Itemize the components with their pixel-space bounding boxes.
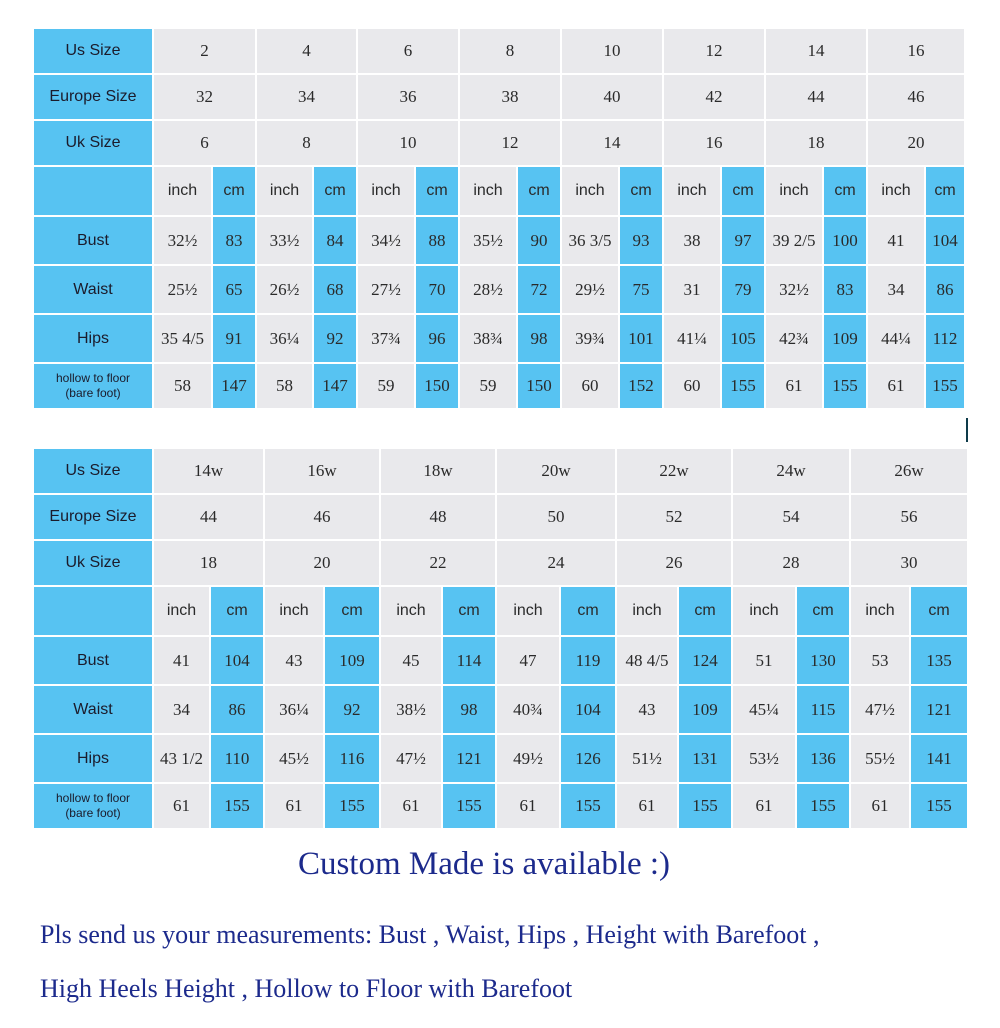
cm-unit-header: cm: [560, 586, 616, 636]
inch-unit-header: inch: [256, 166, 313, 216]
waist-inch-cell: 31: [663, 265, 721, 314]
hollow-inch-cell: 61: [765, 363, 823, 409]
waist-cm-cell: 79: [721, 265, 765, 314]
hips-inch-cell: 44¼: [867, 314, 925, 363]
bust-cm-cell: 124: [678, 636, 732, 685]
hips-inch-cell: 38¾: [459, 314, 517, 363]
waist-cm-cell: 121: [910, 685, 968, 734]
bust-label: Bust: [33, 216, 153, 265]
uk-size-cell: 20: [264, 540, 380, 586]
uk-size-cell: 30: [850, 540, 968, 586]
bust-cm-cell: 119: [560, 636, 616, 685]
hips-inch-cell: 53½: [732, 734, 796, 783]
hips-label: Hips: [33, 314, 153, 363]
inch-unit-header: inch: [732, 586, 796, 636]
bust-inch-cell: 38: [663, 216, 721, 265]
bust-inch-cell: 34½: [357, 216, 415, 265]
bust-inch-cell: 33½: [256, 216, 313, 265]
bust-inch-cell: 41: [867, 216, 925, 265]
uk-size-row: [33, 540, 968, 586]
waist-inch-cell: 32½: [765, 265, 823, 314]
uk-size-cell: 18: [153, 540, 264, 586]
hips-cm-cell: 109: [823, 314, 867, 363]
hollow-cm-cell: 155: [324, 783, 380, 829]
inch-unit-header: inch: [867, 166, 925, 216]
waist-inch-cell: 47½: [850, 685, 910, 734]
hollow-cm-cell: 155: [796, 783, 850, 829]
hollow-inch-cell: 59: [459, 363, 517, 409]
hollow-inch-cell: 60: [663, 363, 721, 409]
us-size-cell: 22w: [616, 448, 732, 494]
hollow-inch-cell: 61: [496, 783, 560, 829]
hollow-cm-cell: 147: [313, 363, 357, 409]
us-size-row: [33, 28, 965, 74]
waist-cm-cell: 104: [560, 685, 616, 734]
cm-unit-header: cm: [442, 586, 496, 636]
bust-cm-cell: 84: [313, 216, 357, 265]
bust-inch-cell: 36 3/5: [561, 216, 619, 265]
europe-size-cell: 54: [732, 494, 850, 540]
bust-inch-cell: 51: [732, 636, 796, 685]
hips-row: [33, 734, 968, 783]
waist-inch-cell: 38½: [380, 685, 442, 734]
hips-inch-cell: 47½: [380, 734, 442, 783]
hips-inch-cell: 36¼: [256, 314, 313, 363]
cm-unit-header: cm: [796, 586, 850, 636]
hollow-to-floor-label-line2: (bare foot): [65, 806, 121, 820]
waist-cm-cell: 86: [210, 685, 264, 734]
waist-cm-cell: 72: [517, 265, 561, 314]
bust-cm-cell: 104: [210, 636, 264, 685]
hollow-inch-cell: 60: [561, 363, 619, 409]
us-size-cell: 4: [256, 28, 357, 74]
hollow-inch-cell: 58: [153, 363, 212, 409]
uk-size-cell: 26: [616, 540, 732, 586]
us-size-cell: 16w: [264, 448, 380, 494]
uk-size-cell: 16: [663, 120, 765, 166]
waist-cm-cell: 75: [619, 265, 663, 314]
europe-size-cell: 36: [357, 74, 459, 120]
bust-inch-cell: 39 2/5: [765, 216, 823, 265]
cm-unit-header: cm: [313, 166, 357, 216]
hollow-inch-cell: 59: [357, 363, 415, 409]
hollow-cm-cell: 155: [910, 783, 968, 829]
size-chart-standard: [32, 27, 966, 410]
hollow-cm-cell: 155: [925, 363, 965, 409]
hips-cm-cell: 131: [678, 734, 732, 783]
waist-inch-cell: 26½: [256, 265, 313, 314]
bust-inch-cell: 43: [264, 636, 324, 685]
hips-inch-cell: 43 1/2: [153, 734, 210, 783]
cm-unit-header: cm: [823, 166, 867, 216]
waist-cm-cell: 68: [313, 265, 357, 314]
hollow-cm-cell: 155: [721, 363, 765, 409]
europe-size-cell: 46: [264, 494, 380, 540]
cm-unit-header: cm: [517, 166, 561, 216]
hollow-to-floor-label: [33, 363, 153, 409]
europe-size-cell: 42: [663, 74, 765, 120]
hollow-to-floor-label-line1: hollow to floor: [55, 371, 131, 385]
bust-cm-cell: 83: [212, 216, 256, 265]
uk-size-cell: 18: [765, 120, 867, 166]
waist-inch-cell: 43: [616, 685, 678, 734]
bust-inch-cell: 48 4/5: [616, 636, 678, 685]
hollow-inch-cell: 61: [732, 783, 796, 829]
hollow-inch-cell: 61: [616, 783, 678, 829]
hollow-cm-cell: 155: [442, 783, 496, 829]
bust-cm-cell: 109: [324, 636, 380, 685]
waist-cm-cell: 92: [324, 685, 380, 734]
hollow-inch-cell: 61: [264, 783, 324, 829]
uk-size-row: [33, 120, 965, 166]
hips-cm-cell: 91: [212, 314, 256, 363]
waist-cm-cell: 83: [823, 265, 867, 314]
inch-unit-header: inch: [264, 586, 324, 636]
inch-unit-header: inch: [380, 586, 442, 636]
divider-mark: [966, 418, 968, 442]
uk-size-cell: 12: [459, 120, 561, 166]
bust-inch-cell: 45: [380, 636, 442, 685]
hips-row: [33, 314, 965, 363]
inch-unit-header: inch: [153, 166, 212, 216]
uk-size-cell: 8: [256, 120, 357, 166]
waist-row: [33, 685, 968, 734]
hips-inch-cell: 39¾: [561, 314, 619, 363]
europe-size-cell: 50: [496, 494, 616, 540]
uk-size-cell: 14: [561, 120, 663, 166]
waist-inch-cell: 28½: [459, 265, 517, 314]
bust-inch-cell: 53: [850, 636, 910, 685]
hollow-to-floor-label: [33, 783, 153, 829]
measurements-request-line-1: Pls send us your measurements: Bust , Waist, Hips , Height with Barefoot ,: [40, 920, 820, 949]
uk-size-label: Uk Size: [33, 540, 153, 586]
cm-unit-header: cm: [210, 586, 264, 636]
bust-cm-cell: 135: [910, 636, 968, 685]
uk-size-cell: 20: [867, 120, 965, 166]
unit-header-row: [33, 586, 968, 636]
hollow-to-floor-label-line1: hollow to floor: [55, 791, 131, 805]
us-size-cell: 10: [561, 28, 663, 74]
bust-inch-cell: 41: [153, 636, 210, 685]
bust-label: Bust: [33, 636, 153, 685]
us-size-cell: 12: [663, 28, 765, 74]
cm-unit-header: cm: [212, 166, 256, 216]
cm-unit-header: cm: [678, 586, 732, 636]
us-size-cell: 26w: [850, 448, 968, 494]
inch-unit-header: inch: [496, 586, 560, 636]
hips-cm-cell: 105: [721, 314, 765, 363]
measurements-request-line-2: High Heels Height , Hollow to Floor with Barefoot: [40, 974, 573, 1003]
waist-inch-cell: 34: [153, 685, 210, 734]
uk-size-cell: 10: [357, 120, 459, 166]
bust-inch-cell: 32½: [153, 216, 212, 265]
hips-inch-cell: 55½: [850, 734, 910, 783]
europe-size-cell: 34: [256, 74, 357, 120]
hips-cm-cell: 121: [442, 734, 496, 783]
waist-inch-cell: 36¼: [264, 685, 324, 734]
hollow-inch-cell: 58: [256, 363, 313, 409]
hips-cm-cell: 98: [517, 314, 561, 363]
hollow-inch-cell: 61: [867, 363, 925, 409]
waist-cm-cell: 109: [678, 685, 732, 734]
europe-size-cell: 52: [616, 494, 732, 540]
inch-unit-header: inch: [153, 586, 210, 636]
us-size-cell: 14w: [153, 448, 264, 494]
bust-cm-cell: 114: [442, 636, 496, 685]
us-size-cell: 14: [765, 28, 867, 74]
waist-inch-cell: 40¾: [496, 685, 560, 734]
us-size-label: Us Size: [33, 28, 153, 74]
waist-cm-cell: 70: [415, 265, 459, 314]
hollow-cm-cell: 147: [212, 363, 256, 409]
hips-inch-cell: 45½: [264, 734, 324, 783]
hollow-to-floor-row: [33, 363, 965, 409]
europe-size-cell: 44: [765, 74, 867, 120]
europe-size-label: Europe Size: [33, 494, 153, 540]
hips-cm-cell: 96: [415, 314, 459, 363]
europe-size-row: [33, 74, 965, 120]
hollow-cm-cell: 155: [210, 783, 264, 829]
europe-size-cell: 38: [459, 74, 561, 120]
uk-size-label: Uk Size: [33, 120, 153, 166]
uk-size-cell: 6: [153, 120, 256, 166]
europe-size-cell: 48: [380, 494, 496, 540]
hips-cm-cell: 101: [619, 314, 663, 363]
inch-unit-header: inch: [663, 166, 721, 216]
inch-unit-header: inch: [357, 166, 415, 216]
waist-inch-cell: 29½: [561, 265, 619, 314]
hollow-to-floor-label-line2: (bare foot): [65, 386, 121, 400]
unit-header-row: [33, 166, 965, 216]
hollow-to-floor-row: [33, 783, 968, 829]
europe-size-cell: 32: [153, 74, 256, 120]
bust-row: [33, 216, 965, 265]
us-size-cell: 24w: [732, 448, 850, 494]
uk-size-cell: 24: [496, 540, 616, 586]
waist-inch-cell: 45¼: [732, 685, 796, 734]
size-chart-plus: [32, 447, 969, 830]
hollow-inch-cell: 61: [153, 783, 210, 829]
cm-unit-header: cm: [324, 586, 380, 636]
bust-inch-cell: 47: [496, 636, 560, 685]
uk-size-cell: 28: [732, 540, 850, 586]
inch-unit-header: inch: [616, 586, 678, 636]
unit-header-label: [33, 586, 153, 636]
us-size-cell: 16: [867, 28, 965, 74]
bust-cm-cell: 88: [415, 216, 459, 265]
inch-unit-header: inch: [850, 586, 910, 636]
us-size-cell: 2: [153, 28, 256, 74]
inch-unit-header: inch: [765, 166, 823, 216]
cm-unit-header: cm: [721, 166, 765, 216]
hollow-cm-cell: 155: [678, 783, 732, 829]
inch-unit-header: inch: [459, 166, 517, 216]
hips-cm-cell: 92: [313, 314, 357, 363]
europe-size-label: Europe Size: [33, 74, 153, 120]
europe-size-cell: 40: [561, 74, 663, 120]
waist-cm-cell: 98: [442, 685, 496, 734]
hips-label: Hips: [33, 734, 153, 783]
waist-cm-cell: 65: [212, 265, 256, 314]
waist-inch-cell: 34: [867, 265, 925, 314]
us-size-label: Us Size: [33, 448, 153, 494]
hips-inch-cell: 37¾: [357, 314, 415, 363]
bust-row: [33, 636, 968, 685]
cm-unit-header: cm: [925, 166, 965, 216]
cm-unit-header: cm: [910, 586, 968, 636]
us-size-row: [33, 448, 968, 494]
hollow-inch-cell: 61: [850, 783, 910, 829]
hips-cm-cell: 126: [560, 734, 616, 783]
hips-cm-cell: 116: [324, 734, 380, 783]
bust-cm-cell: 97: [721, 216, 765, 265]
hollow-cm-cell: 150: [517, 363, 561, 409]
bust-cm-cell: 104: [925, 216, 965, 265]
hollow-cm-cell: 155: [823, 363, 867, 409]
europe-size-cell: 56: [850, 494, 968, 540]
unit-header-label: [33, 166, 153, 216]
hollow-cm-cell: 150: [415, 363, 459, 409]
hips-inch-cell: 41¼: [663, 314, 721, 363]
bust-cm-cell: 130: [796, 636, 850, 685]
waist-row: [33, 265, 965, 314]
waist-cm-cell: 115: [796, 685, 850, 734]
cm-unit-header: cm: [619, 166, 663, 216]
bust-cm-cell: 93: [619, 216, 663, 265]
bust-cm-cell: 100: [823, 216, 867, 265]
europe-size-cell: 44: [153, 494, 264, 540]
hips-cm-cell: 110: [210, 734, 264, 783]
hollow-cm-cell: 155: [560, 783, 616, 829]
uk-size-cell: 22: [380, 540, 496, 586]
bust-inch-cell: 35½: [459, 216, 517, 265]
cm-unit-header: cm: [415, 166, 459, 216]
hips-inch-cell: 35 4/5: [153, 314, 212, 363]
hips-cm-cell: 141: [910, 734, 968, 783]
us-size-cell: 18w: [380, 448, 496, 494]
waist-inch-cell: 25½: [153, 265, 212, 314]
inch-unit-header: inch: [561, 166, 619, 216]
hips-inch-cell: 51½: [616, 734, 678, 783]
hollow-cm-cell: 152: [619, 363, 663, 409]
bust-cm-cell: 90: [517, 216, 561, 265]
custom-made-note: Custom Made is available :): [297, 846, 671, 882]
europe-size-row: [33, 494, 968, 540]
us-size-cell: 8: [459, 28, 561, 74]
us-size-cell: 6: [357, 28, 459, 74]
hips-cm-cell: 136: [796, 734, 850, 783]
waist-label: Waist: [33, 685, 153, 734]
hollow-inch-cell: 61: [380, 783, 442, 829]
europe-size-cell: 46: [867, 74, 965, 120]
hips-inch-cell: 42¾: [765, 314, 823, 363]
waist-inch-cell: 27½: [357, 265, 415, 314]
hips-cm-cell: 112: [925, 314, 965, 363]
waist-cm-cell: 86: [925, 265, 965, 314]
hips-inch-cell: 49½: [496, 734, 560, 783]
us-size-cell: 20w: [496, 448, 616, 494]
waist-label: Waist: [33, 265, 153, 314]
